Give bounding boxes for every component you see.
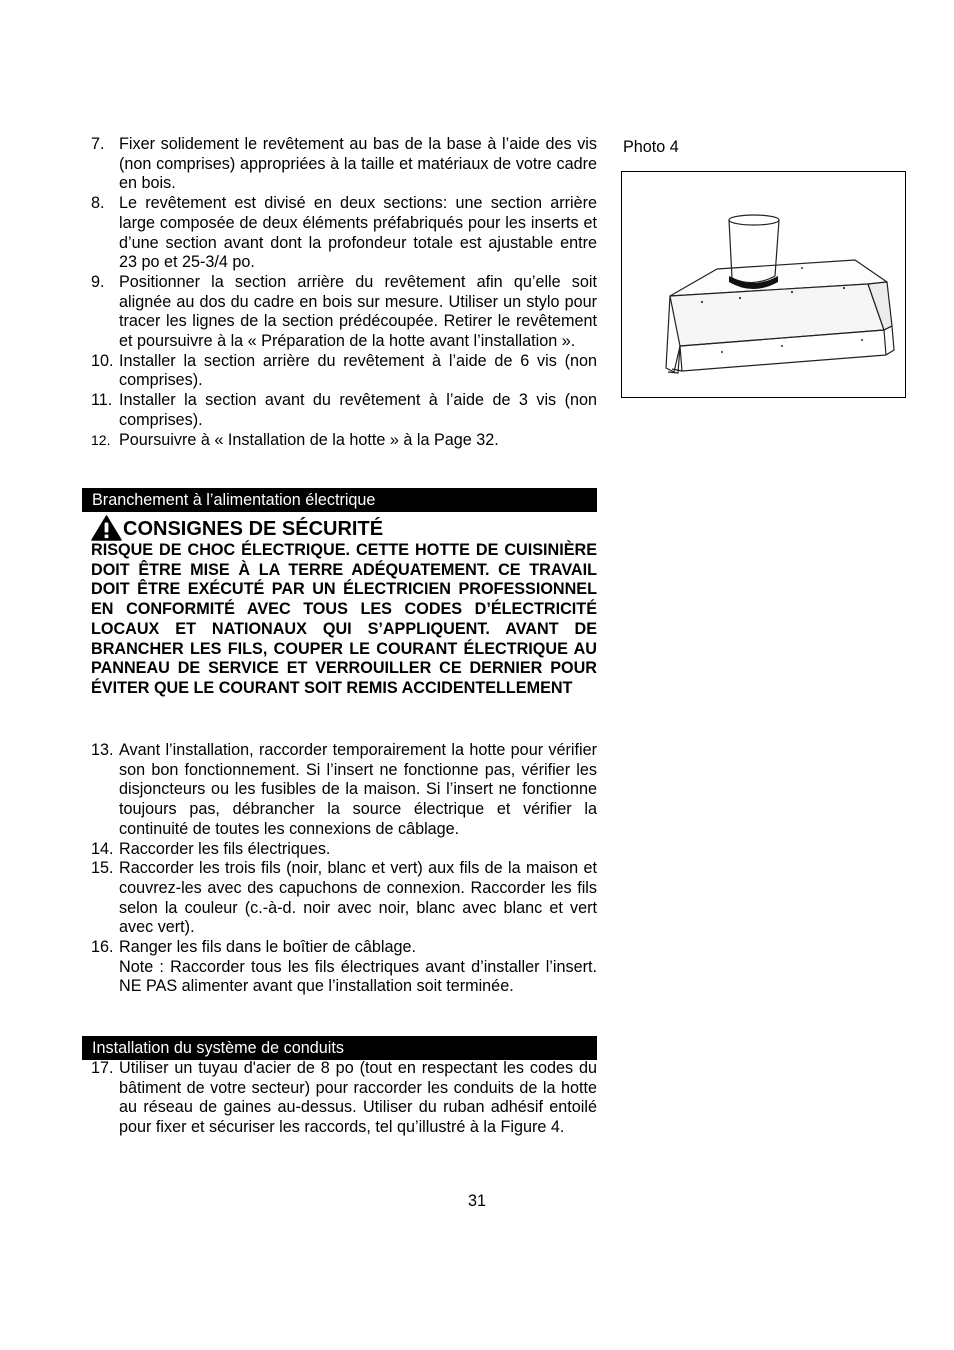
- range-hood-insert-illustration: [622, 172, 904, 396]
- step-8: [91, 194, 597, 273]
- step-7: [91, 135, 597, 194]
- step-text: Avant l’installation, raccorder temporairement la hotte pour vérifier son bon fonctionnement. Si l’insert ne fonctionne pas, vérifier les disjoncteurs ou les fusibles de la maison. Si l’insert ne fonctionne toujours pas, débrancher la source électrique et vérifier la continuité de toutes les connexions de câblage.: [119, 741, 597, 838]
- photo-frame: [621, 171, 906, 398]
- section-heading-electrical: Branchement à l’alimentation électrique: [82, 488, 597, 512]
- step-number: 16.: [91, 938, 114, 957]
- step-number: 7.: [91, 135, 105, 153]
- step-number: 9.: [91, 272, 105, 291]
- safety-body: RISQUE DE CHOC ÉLECTRIQUE. CETTE HOTTE DE CUISINIÈRE DOIT ÊTRE MISE À LA TERRE ADÉQUATEMENT. CE TRAVAIL DOIT ÊTRE EXÉCUTÉ PAR UN ÉLECTRICIEN PROFESSIONNEL EN CONFORMITÉ AVEC TOUS LES CODES D’ÉLECTRICITÉ LOCAUX ET NATIONAUX QUI S’APPLIQUENT. AVANT DE BRANCHER LES FILS, COUPER LE COURANT ÉLECTRIQUE AU PANNEAU DE SERVICE ET VERROUILLER CE DERNIER POUR ÉVITER QUE LE COURANT SOIT REMIS ACCIDENTELLEMENT: [91, 541, 597, 697]
- step-17: [91, 1059, 597, 1138]
- step-11: [91, 391, 597, 430]
- step-13: [91, 741, 597, 840]
- steps-top: [91, 135, 597, 450]
- warning-icon: [91, 515, 122, 541]
- step-9: [91, 273, 597, 352]
- step-text: Poursuivre à « Installation de la hotte » à la Page 32.: [119, 430, 499, 449]
- safety-title: [91, 511, 383, 541]
- wiring-note: Note : Raccorder tous les fils électriques avant d’installer l’insert. NE PAS alimenter avant que l’installation soit terminée.: [119, 957, 597, 996]
- step-text: Installer la section arrière du revêtement à l’aide de 6 vis (non comprises).: [119, 351, 597, 390]
- step-14: [91, 840, 597, 860]
- step-text: Raccorder les trois fils (noir, blanc et vert) aux fils de la maison et couvrez-les avec des capuchons de connexion. Raccorder les fils selon la couleur (c.-à-d. noir avec noir, blanc avec blanc et vert avec vert).: [119, 859, 597, 937]
- step-text: Positionner la section arrière du revêtement afin qu’elle soit alignée au dos du cadre en bois sur mesure. Utiliser un stylo pour tracer les lignes de la section prédécoupée. Retirer le revêtement et poursuivre à la « Préparation de la hotte avant l’installation ».: [119, 272, 597, 351]
- step-number: 15.: [91, 859, 114, 878]
- step-number: 11.: [91, 391, 113, 410]
- section-heading-ducts: Installation du système de conduits: [82, 1036, 597, 1060]
- step-12: [91, 431, 597, 451]
- step-text: Le revêtement est divisé en deux sections: une section arrière large composée de deux éléments préfabriqués pour les inserts et d’une section avant dont la profondeur totale est ajustable entre 23 po et 25-3/4 po.: [119, 194, 597, 272]
- step-text: Raccorder les fils électriques.: [119, 839, 331, 858]
- step-text: Installer la section avant du revêtement à l’aide de 3 vis (non comprises).: [119, 391, 597, 429]
- safety-title-text: CONSIGNES DE SÉCURITÉ: [123, 518, 384, 540]
- step-10: [91, 352, 597, 391]
- step-number: 8.: [91, 194, 105, 213]
- step-number: 17.: [91, 1059, 114, 1077]
- step-number: 13.: [91, 741, 114, 759]
- step-number: 12.: [91, 431, 111, 448]
- steps-bottom: [91, 1059, 597, 1138]
- step-number: 10.: [91, 351, 114, 370]
- step-16: [91, 938, 597, 958]
- step-text: Utiliser un tuyau d'acier de 8 po (tout en respectant les codes du bâtiment de votre secteur) pour raccorder les conduits de la hotte au réseau de gaines au-dessus. Utiliser du ruban adhésif entoilé pour fixer et sécuriser les raccords, tel qu’illustré à la Figure 4.: [119, 1059, 597, 1137]
- page-number: 31: [467, 1192, 486, 1210]
- step-15: [91, 859, 597, 938]
- steps-mid: [91, 741, 597, 997]
- step-text: Fixer solidement le revêtement au bas de la base à l’aide des vis (non comprises) appropriées à la taille et matériaux de votre cadre en bois.: [119, 135, 597, 193]
- photo-label: Photo 4: [623, 138, 679, 156]
- step-text: Ranger les fils dans le boîtier de câblage.: [119, 938, 416, 957]
- step-number: 14.: [91, 839, 114, 858]
